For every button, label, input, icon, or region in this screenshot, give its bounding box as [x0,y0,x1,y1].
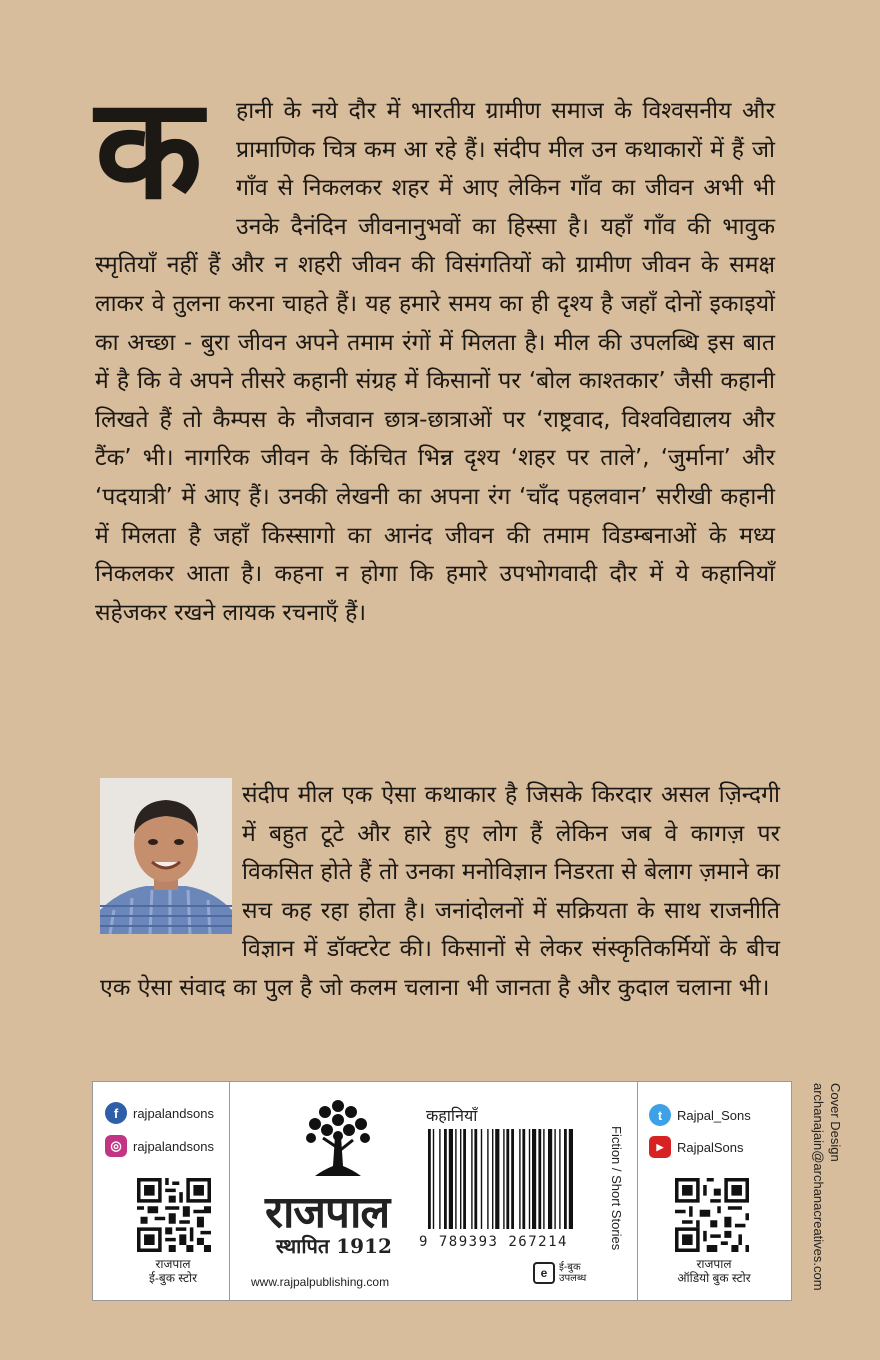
twitter-link[interactable] [649,1104,751,1126]
barcode-bar [529,1129,530,1229]
twitter-handle: Rajpal_Sons [677,1107,751,1123]
ebook-label: ई-बुक [559,1262,581,1273]
audiobook-store-caption [649,1257,779,1285]
ebook-store-caption [113,1257,233,1285]
barcode-bar [487,1129,488,1229]
twitter-icon: t [649,1104,671,1126]
youtube-link[interactable] [649,1136,744,1158]
barcode-bar [463,1129,466,1229]
publisher-panel [92,1081,792,1301]
tree-logo-icon [303,1096,373,1180]
barcode-bar [495,1129,499,1229]
barcode-bar [559,1129,560,1229]
youtube-handle: RajpalSons [677,1139,744,1155]
blurb-text: हानी के नये दौर में भारतीय ग्रामीण समाज के विश्वसनीय और प्रामाणिक चित्र कम आ रहे हैं। संदीप मील उन कथाकारों में हैं जो गाँव से निकलकर शहर में आए लेकिन गाँव का जीवन अभी भी उनके दैनंदिन जीवनानुभवों का हिस्सा है। यहाँ गाँव की भावुक स्मृतियाँ नहीं हैं और न शहरी जीवन की विसंगतियों को ग्रामीण जीवन के समक्ष लाकर वे तुलना करना चाहते हैं। यह हमारे समय का ही दृश्य है जहाँ दोनों इकाइयों का अच्छा - बुरा जीवन अपने तमाम रंगों में मिलता है। मील की उपलब्धि इस बात में है कि वे अपने तीसरे कहानी संग्रह में किसानों पर ‘बोल काश्तकार’ जैसी कहानी लिखते हैं तो कैम्पस के नौजवान छात्र-छात्राओं पर ‘राष्ट्रवाद, विश्वविद्यालय और टैंक’ भी। नागरिक जीवन के किंचित भिन्न दृश्य ‘शहर पर ताले’, ‘जुर्माना’ और ‘पदयात्री’ में आए हैं। उनकी लेखनी का अपना रंग ‘चाँद पहलवान’ सरीखी कहानी में मिलता है जहाँ किस्सागो का आनंद जीवन की तमाम विडम्बनाओं के मध्य निकलकर आता है। कहना न होगा कि हमारे उपभोगवादी दौर में ये कहानियाँ सहेजकर रखने लायक रचनाएँ हैं। [95,98,775,626]
barcode-bar [532,1129,536,1229]
facebook-icon: f [105,1102,127,1124]
barcode-bar [492,1129,493,1229]
barcode-bar [455,1129,456,1229]
drop-cap: क [95,67,203,231]
facebook-handle: rajpalandsons [133,1105,214,1121]
youtube-icon: ▶ [649,1136,671,1158]
author-photo [100,778,232,934]
credit-label: Cover Design [828,1083,843,1162]
instagram-icon: ◎ [105,1135,127,1157]
barcode-bar [481,1129,482,1229]
audiobook-store-qr-code[interactable] [675,1178,749,1252]
caption-line: ऑडियो बुक स्टोर [677,1271,751,1285]
ebook-label: उपलब्ध [559,1273,587,1284]
barcode-bar [569,1129,573,1229]
barcode-bar [519,1129,520,1229]
caption-line: राजपाल [155,1257,191,1271]
barcode-bar [428,1129,431,1229]
barcode-bar [554,1129,555,1229]
barcode-bar [474,1129,477,1229]
barcode-bar [506,1129,509,1229]
barcode-bar [444,1129,447,1229]
barcode-bar [548,1129,552,1229]
isbn-barcode [426,1129,616,1232]
barcode-bar [471,1129,472,1229]
caption-line: राजपाल [696,1257,732,1271]
genre-hindi: कहानियाँ [426,1106,478,1125]
barcode-bar [564,1129,567,1229]
genre-english: Fiction / Short Stories [609,1126,624,1251]
isbn-number: 9 789393 267214 [419,1234,568,1250]
barcode-bar [460,1129,461,1229]
ebook-store-qr-code[interactable] [137,1178,211,1252]
barcode-bar [439,1129,440,1229]
facebook-link[interactable] [105,1102,214,1124]
divider [637,1082,638,1300]
ebook-icon: e [533,1262,555,1284]
author-bio [100,776,780,1008]
barcode-bar [433,1129,434,1229]
barcode-bar [503,1129,504,1229]
author-text: संदीप मील एक ऐसा कथाकार है जिसके किरदार असल ज़िन्दगी में बहुत टूटे और हारे हुए लोग हैं लेकिन जब वे कागज़ पर विकसित होते हैं तो उनका मनोविज्ञान निडरता से बेलाग ज़माने का सच कह रहा होता है। जनांदोलनों में सक्रियता के साथ राजनीति विज्ञान में डॉक्टरेट की। किसानों से लेकर संस्कृतिकर्मियों के बीच एक ऐसा संवाद का पुल है जो कलम चलाना भी जानता है और कुदाल चलाना भी। [100,782,780,1001]
barcode-bar [511,1129,514,1229]
barcode-bar [449,1129,453,1229]
instagram-handle: rajpalandsons [133,1138,214,1154]
book-blurb [95,67,775,632]
publisher-website-link[interactable]: www.rajpalpublishing.com [251,1275,390,1289]
credit-email: archanajain@archanacreatives.com [811,1083,826,1291]
caption-line: ई-बुक स्टोर [148,1271,198,1285]
instagram-link[interactable] [105,1135,214,1157]
established-year: स्थापित 1912 [276,1234,392,1258]
cover-design-credit [810,1083,844,1291]
barcode-bar [522,1129,525,1229]
barcode-bar [538,1129,541,1229]
publisher-logo-wordmark: राजपाल [265,1187,390,1238]
barcode-bar [543,1129,544,1229]
ebook-available-badge [533,1262,586,1284]
